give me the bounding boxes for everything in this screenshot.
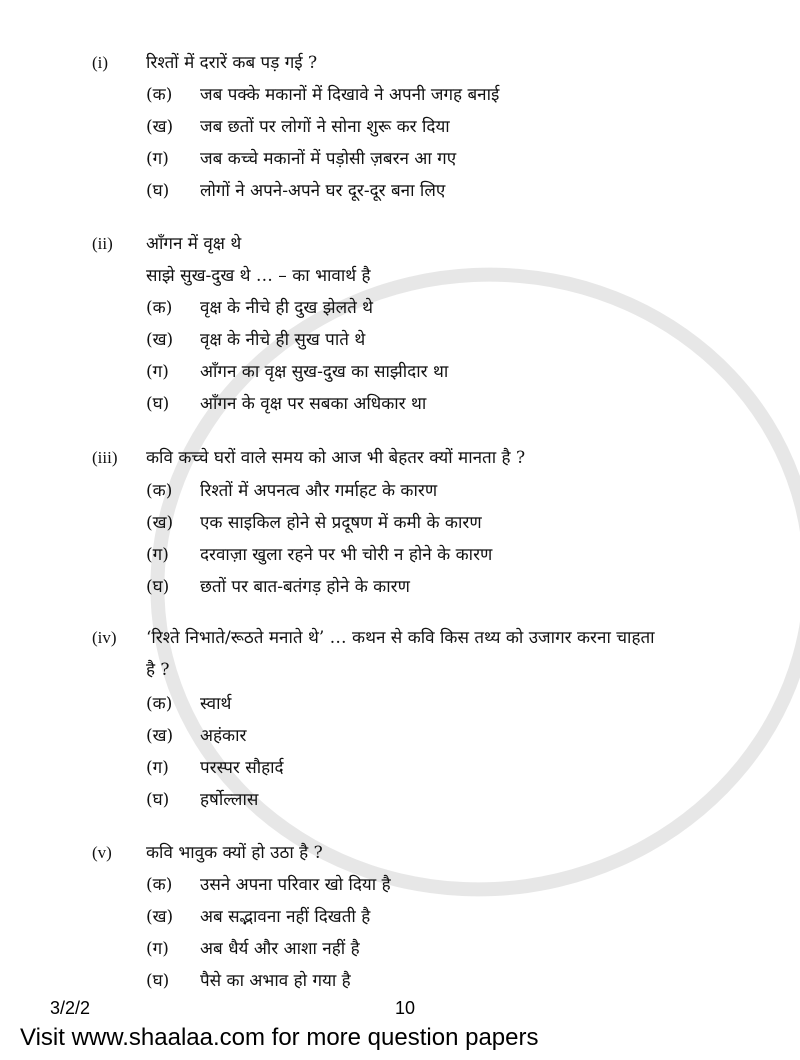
option-text: एक साइकिल होने से प्रदूषण में कमी के कारण	[200, 513, 482, 533]
question-number: (iii)	[92, 448, 118, 467]
option-text: अब धैर्य और आशा नहीं है	[200, 939, 360, 959]
option-text: दरवाज़ा खुला रहने पर भी चोरी न होने के कारण	[200, 545, 493, 565]
option-label: (ख)	[146, 513, 174, 533]
option-label: (ग)	[146, 545, 169, 565]
question-number: (iv)	[92, 628, 117, 647]
option-label: (क)	[146, 85, 173, 105]
option-label: (ख)	[146, 907, 174, 927]
question-text: रिश्तों में दरारें कब पड़ गई ?	[146, 53, 318, 73]
option-label: (ग)	[146, 939, 169, 959]
visit-link[interactable]: Visit www.shaalaa.com for more question papers	[20, 1024, 539, 1051]
option-text: जब छतों पर लोगों ने सोना शुरू कर दिया	[200, 117, 450, 137]
option-text: लोगों ने अपने-अपने घर दूर-दूर बना लिए	[200, 181, 446, 201]
option-label: (ख)	[146, 117, 174, 137]
option-text: आँगन के वृक्ष पर सबका अधिकार था	[200, 394, 427, 414]
page-number: 10	[395, 998, 416, 1018]
option-text: वृक्ष के नीचे ही दुख झेलते थे	[200, 298, 374, 318]
question-text: कवि कच्चे घरों वाले समय को आज भी बेहतर क्यों मानता है ?	[146, 448, 526, 468]
question-text: साझे सुख-दुख थे … – का भावार्थ है	[146, 266, 371, 286]
option-text: अहंकार	[200, 726, 247, 746]
question-number: (ii)	[92, 234, 113, 253]
question-text: आँगन में वृक्ष थे	[146, 234, 242, 254]
question-number: (i)	[92, 53, 109, 72]
option-label: (ग)	[146, 149, 169, 169]
option-text: रिश्तों में अपनत्व और गर्माहट के कारण	[200, 481, 438, 501]
question-text: कवि भावुक क्यों हो उठा है ?	[146, 843, 323, 863]
option-label: (घ)	[146, 577, 170, 597]
option-text: जब कच्चे मकानों में पड़ोसी ज़बरन आ गए	[200, 149, 457, 169]
option-text: पैसे का अभाव हो गया है	[200, 971, 351, 991]
question-number: (v)	[92, 843, 112, 862]
option-label: (क)	[146, 481, 173, 501]
option-label: (क)	[146, 694, 173, 714]
option-text: आँगन का वृक्ष सुख-दुख का साझीदार था	[200, 362, 449, 382]
option-label: (घ)	[146, 790, 170, 810]
option-label: (ग)	[146, 362, 169, 382]
option-text: छतों पर बात-बतंगड़ होने के कारण	[200, 577, 410, 597]
option-label: (क)	[146, 298, 173, 318]
option-label: (क)	[146, 875, 173, 895]
question-text: ‘रिश्ते निभाते/रूठते मनाते थे’ … कथन से कवि किस तथ्य को उजागर करना चाहता	[146, 628, 655, 648]
option-label: (ख)	[146, 330, 174, 350]
paper-code: 3/2/2	[50, 998, 91, 1018]
question-text: है ?	[146, 660, 170, 680]
option-label: (घ)	[146, 181, 170, 201]
option-text: जब पक्के मकानों में दिखावे ने अपनी जगह बनाई	[200, 85, 500, 105]
option-label: (ख)	[146, 726, 174, 746]
option-text: परस्पर सौहार्द	[200, 758, 284, 778]
option-label: (घ)	[146, 971, 170, 991]
option-text: हर्षोल्लास	[200, 790, 259, 810]
option-label: (घ)	[146, 394, 170, 414]
option-label: (ग)	[146, 758, 169, 778]
option-text: अब सद्भावना नहीं दिखती है	[200, 907, 371, 927]
option-text: वृक्ष के नीचे ही सुख पाते थे	[200, 330, 366, 350]
option-text: स्वार्थ	[200, 694, 232, 714]
option-text: उसने अपना परिवार खो दिया है	[200, 875, 391, 895]
